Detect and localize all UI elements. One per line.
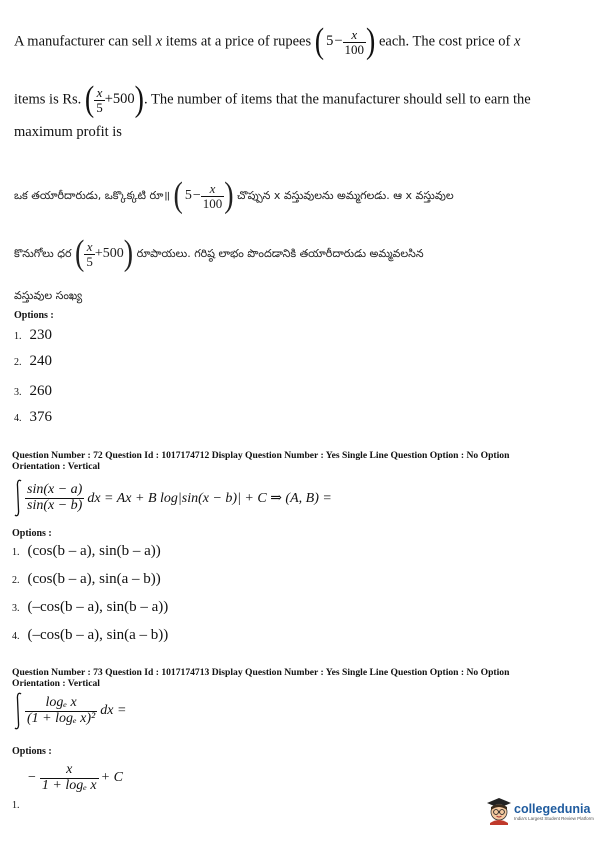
option-number: 1. [12,547,20,558]
option-number: 4. [14,413,22,424]
q72-integral [13,478,332,518]
collegedunia-logo [486,797,594,825]
q71-text: A manufacturer can sell [14,33,153,50]
cost-denominator: 5 [86,253,93,269]
q72-denominator: sin(x − b) [27,497,83,513]
q71-text: items is Rs. [14,91,82,108]
price-numerator: x [209,181,216,196]
option-value: 230 [29,327,52,343]
option-value: 260 [29,383,52,399]
q71-line1 [14,21,521,62]
option-value: 240 [29,353,52,369]
price-numerator: x [351,27,358,42]
cost-addend: +500 [94,246,124,262]
integral-sign-icon [13,478,23,518]
q73-denominator: (1 + logₑ x)² [27,710,96,726]
option-value: (cos(b – a), sin(b – a)) [27,543,161,559]
q72-option-1[interactable] [12,542,161,560]
q73-meta [12,668,509,689]
graduate-avatar-icon [486,797,512,825]
q73-numerator: logₑ x [45,694,77,710]
option-number: 2. [12,575,20,586]
price-constant: 5 [184,188,192,204]
te-text: రూపాయలు. గరిష్ఠ లాభం పొందడానికి తయారీదారుడు అమ్మవలసిన [136,247,424,261]
q71-option-4[interactable] [14,408,52,426]
cost-denominator: 5 [96,99,103,115]
q73-integral [13,691,126,731]
options-label: Options : [12,528,52,539]
price-denominator: 100 [344,41,365,57]
option-sign: − [28,770,36,786]
option-value: (cos(b – a), sin(a – b)) [27,571,161,587]
q73-fraction [25,696,97,726]
q71-te-line1 [14,175,454,216]
option-number: 1. [14,331,22,342]
integral-sign-icon [13,691,23,731]
options-label: Options : [12,746,52,757]
option-number: 3. [12,603,20,614]
cost-numerator: x [86,239,93,254]
q72-meta-line2: Orientation : Vertical [12,460,100,472]
cost-addend: +500 [104,91,135,108]
cost-expression-te: ( $\frac{x}{5}$ +500 ) [75,233,134,274]
q73-meta-line2: Orientation : Vertical [12,677,100,689]
q73-meta-line1: Question Number : 73 Question Id : 1017174713 Display Question Number : Yes Single Line Question Option : No Option [12,667,510,678]
price-fraction [343,28,367,56]
logo-tagline: India's Largest Student Review Platform [514,815,594,821]
q73-option-1[interactable] [28,763,123,793]
q72-option-4[interactable] [12,626,168,644]
te-text: కొనుగోలు ధర [14,247,72,261]
q73-rhs: dx = [100,703,127,718]
var-x: x [155,33,163,50]
logo-wordmark: collegedunia [514,801,591,816]
q71-te-line2 [14,233,424,274]
option-value: 376 [29,409,52,425]
price-expression: ( 5 − $\frac{x}{100}$ ) [314,21,376,62]
q72-meta-line1: Question Number : 72 Question Id : 1017174712 Display Question Number : Yes Single Line Question Option : No Option [12,450,510,461]
option-constant: + C [100,770,123,786]
option-value: (–cos(b – a), sin(a – b)) [27,627,169,643]
q71-line2 [14,79,531,120]
price-denominator: 100 [202,195,223,211]
option-denominator: 1 + logₑ x [41,777,97,793]
q72-rhs: dx = Ax + B log|sin(x − b)| + C ⇒ (A, B) = [87,490,332,506]
var-x: x [513,33,521,50]
q72-meta [12,451,509,472]
cost-expression: ( $\frac{x}{5}$ +500 ) [84,79,144,120]
q71-te-line3: వస్తువుల సంఖ్య [14,289,83,302]
q71-text: items at a price of rupees [165,33,312,50]
option-number: 2. [14,357,22,368]
q71-text: . The number of items that the manufacturer should sell to earn the [144,91,531,108]
cost-numerator: x [96,85,103,100]
options-label: Options : [14,310,54,321]
q72-numerator: sin(x − a) [27,481,83,497]
price-constant: 5 [326,33,334,50]
q71-option-3[interactable] [14,382,52,400]
te-text: ఒక తయారీదారుడు, ఒక్కొక్కటి రూ॥ [14,189,170,203]
q71-text: each. The cost price of [378,33,511,50]
q73-option-fraction [40,763,99,793]
q72-option-2[interactable] [12,570,161,588]
q71-option-2[interactable] [14,352,52,370]
q72-option-3[interactable] [12,598,168,616]
cost-fraction [84,240,95,268]
option-numerator: x [66,762,73,777]
cost-fraction [94,86,105,114]
q71-option-1[interactable] [14,326,52,344]
q71-line3: maximum profit is [14,124,122,140]
option-value: (–cos(b – a), sin(b – a)) [27,599,169,615]
price-fraction [201,182,225,210]
option-number: 3. [14,387,22,398]
te-text: చొప్పున x వస్తువులను అమ్మగలడు. ఆ x వస్తువుల [237,189,454,203]
option-number: 1. [12,800,20,811]
option-number: 4. [12,631,20,642]
price-expression-te: ( 5 − $\frac{x}{100}$ ) [173,175,234,216]
q72-fraction [25,483,84,513]
